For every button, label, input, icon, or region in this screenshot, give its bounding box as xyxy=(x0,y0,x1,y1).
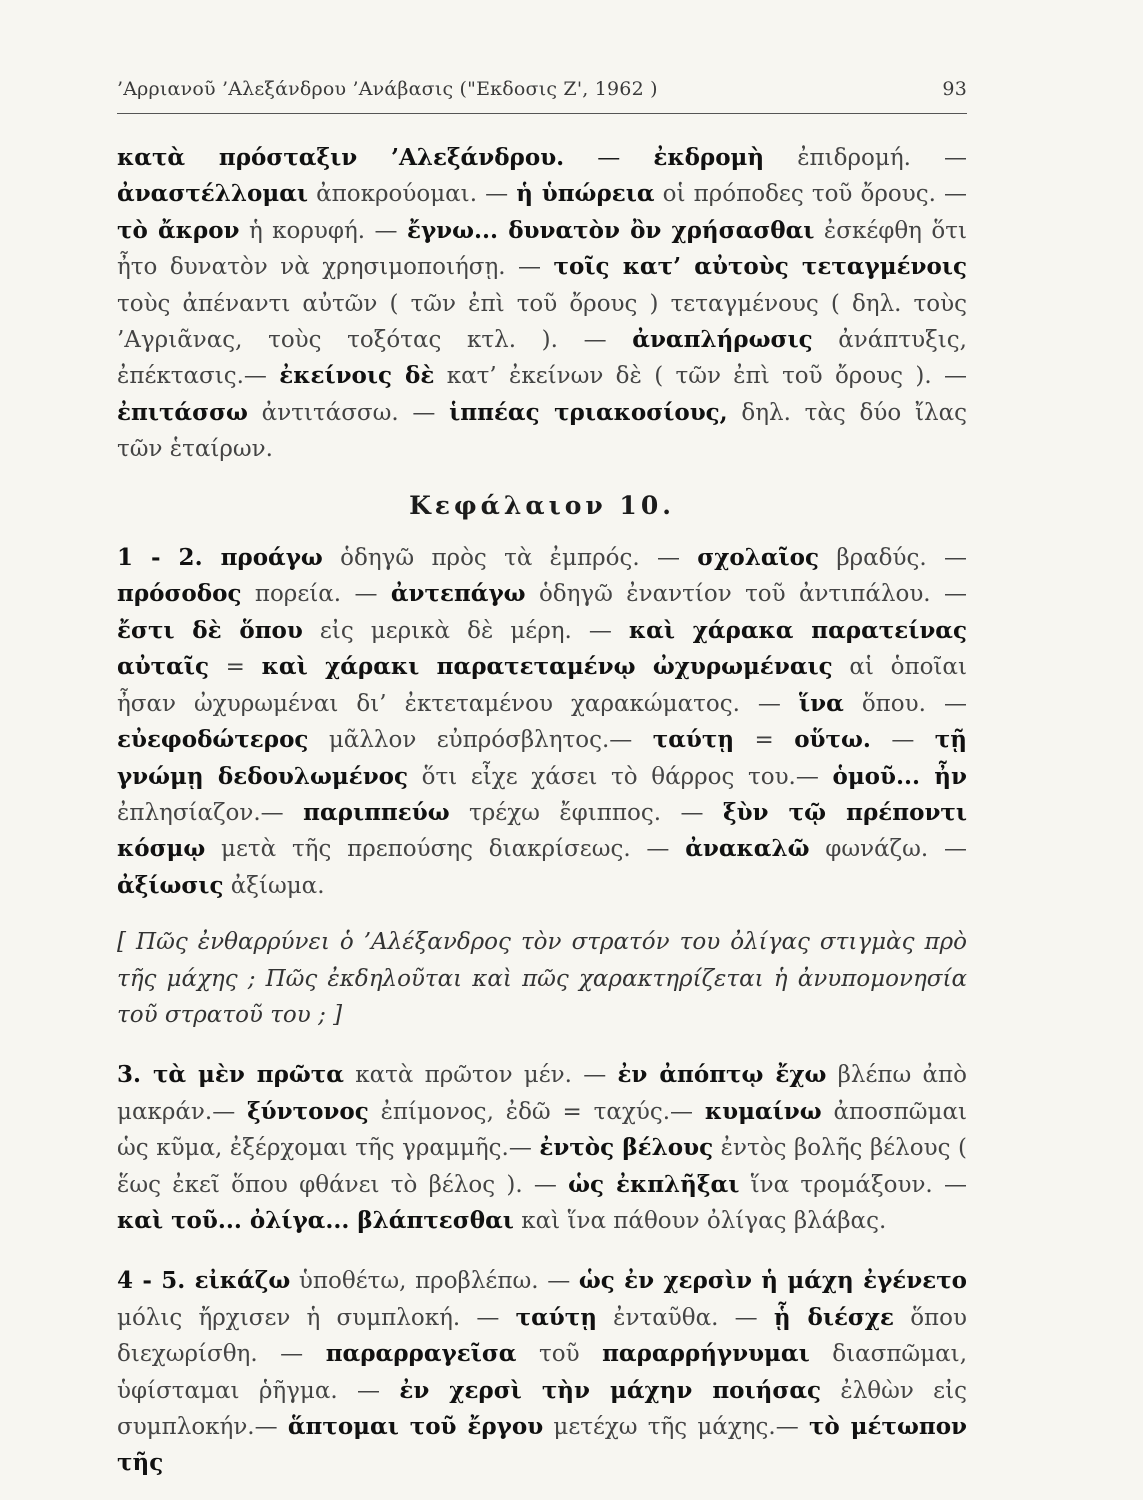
lemma-term: οὕτω. xyxy=(794,726,871,754)
gloss-text: μετὰ τῆς πρεπούσης διακρίσεως. — xyxy=(205,836,686,863)
lemma-term: ταύτῃ xyxy=(515,1303,597,1331)
chapter-heading: Κεφάλαιον 10. xyxy=(409,490,675,520)
lemma-term: ὡς ἐν χερσὶν ἡ μάχη ἐγένετο xyxy=(578,1267,968,1295)
gloss-text: ἀξίωμα. xyxy=(223,872,325,899)
lemma-term: παραρρήγνυμαι xyxy=(602,1340,810,1368)
gloss-text: κατὰ πρῶτον μέν. — xyxy=(343,1062,618,1089)
lemma-term: ὡς ἐκπλῆξαι xyxy=(568,1170,740,1198)
lemma-term: τοῖς κατ’ αὐτοὺς τεταγμένοις xyxy=(553,253,967,281)
gloss-text: ὅπου. — xyxy=(843,690,967,717)
lemma-term: ἐπιτάσσω xyxy=(117,398,248,426)
paragraph-glossary-1 xyxy=(117,140,967,468)
gloss-text: φωνάζω. — xyxy=(809,836,967,863)
gloss-text: τοὺς ἀπέναντι αὐτῶν ( τῶν ἐπὶ τοῦ ὄρους ) τεταγμένους ( δηλ. τοὺς ’Αγριᾶνας, τοὺς τοξότας κτλ. ). — xyxy=(117,290,967,354)
lemma-term: τὸ μέτωπον τῆς xyxy=(117,1413,967,1477)
lemma-term: ἀναπλήρωσις xyxy=(632,326,813,354)
lemma-term: ἀξίωσις xyxy=(117,871,224,899)
header-rule xyxy=(117,113,967,114)
lemma-term: καὶ χάρακι παρατεταμένῳ ὠχυρωμέναις xyxy=(261,653,833,681)
lemma-term: ἐν χερσὶ τὴν μάχην ποιήσας xyxy=(399,1376,822,1404)
gloss-text: ὑποθέτω, προβλέπω. — xyxy=(290,1268,579,1295)
gloss-text: βραδύς. — xyxy=(819,545,968,572)
lemma-term: παριππεύω xyxy=(303,798,450,826)
gloss-text: ἀποκρούομαι. — xyxy=(308,181,517,208)
paragraph-glossary-4 xyxy=(117,1263,967,1481)
gloss-text: ὅπου διεχωρίσθη. — xyxy=(117,1304,968,1368)
lemma-term: ἔστι δὲ ὅπου xyxy=(117,616,303,644)
gloss-text: ἐνταῦθα. — xyxy=(596,1304,774,1331)
lemma-term: ἱππέας τριακοσίους, xyxy=(449,398,728,426)
paragraph-glossary-3 xyxy=(117,1057,967,1239)
lemma-term: ᾗ διέσχε xyxy=(773,1303,894,1331)
lemma-term: ξὺν τῷ πρέποντι κόσμῳ xyxy=(117,798,968,863)
book-title: ’Αρριανοῦ ’Αλεξάνδρου ’Ανάβασις ("Εκδοσις Ζ', 1962 ) xyxy=(117,78,658,100)
gloss-text: ἐσκέφθη ὅτι ἦτο δυνατὸν νὰ χρησιμοποιήσῃ. — xyxy=(117,217,968,281)
gloss-text: μετέχω τῆς μάχης.— xyxy=(543,1414,809,1440)
lemma-term: ἐν ἀπόπτῳ ἔχω xyxy=(617,1061,827,1089)
lemma-term: ἅπτομαι τοῦ ἔργου xyxy=(287,1413,544,1440)
lemma-term: ἀναστέλλομαι xyxy=(117,180,309,208)
gloss-text: — xyxy=(870,727,935,754)
lemma-term: ξύντονος xyxy=(247,1097,369,1125)
gloss-text: καὶ ἵνα πάθουν ὀλίγας βλάβας. xyxy=(513,1207,887,1234)
gloss-text: αἱ ὁποῖαι ἦσαν ὠχυρωμέναι δι’ ἐκτεταμένου χαρακώματος. — xyxy=(117,654,967,717)
gloss-text: εἰς μερικὰ δὲ μέρη. — xyxy=(302,617,629,644)
gloss-text: ἀντιτάσσω. — xyxy=(247,399,450,426)
gloss-text: ὅτι εἶχε χάσει τὸ θάρρος του.— xyxy=(408,763,833,790)
gloss-text: ἐπιδρομή. — xyxy=(764,145,967,171)
lemma-term: ταύτῃ xyxy=(652,726,735,754)
gloss-text: ἐλθὼν εἰς συμπλοκήν.— xyxy=(117,1377,967,1440)
gloss-text: ἵνα τρομάξουν. — xyxy=(739,1171,967,1198)
gloss-text: κατ’ ἐκείνων δὲ ( τῶν ἐπὶ τοῦ ὄρους ). — xyxy=(434,363,967,390)
lemma-term: πρόσοδος xyxy=(117,580,242,608)
lemma-term: σχολαῖος xyxy=(697,544,820,572)
lemma-term: κατὰ πρόσταξιν ’Αλεξάνδρου. xyxy=(117,144,565,171)
gloss-text: ὁδηγῶ ἐναντίον τοῦ ἀντιπάλου. — xyxy=(525,581,967,608)
lemma-term: ἔγνω... δυνατὸν ὂν χρήσασθαι xyxy=(407,216,815,244)
gloss-text: πορεία. — xyxy=(241,581,391,608)
running-header xyxy=(117,78,967,100)
gloss-text: δηλ. τὰς δύο ἴλας τῶν ἑταίρων. xyxy=(117,399,967,463)
lemma-term: ἐκδρομὴ xyxy=(653,144,765,171)
lemma-term: παραρραγεῖσα xyxy=(325,1340,517,1368)
lemma-term: ὁμοῦ... ἦν xyxy=(832,762,967,790)
lemma-term: ἀντεπάγω xyxy=(390,580,526,608)
gloss-text: τοῦ xyxy=(516,1341,603,1368)
page-body xyxy=(117,140,967,1482)
lemma-term: καὶ χάρακα παρατείνας αὐταῖς xyxy=(117,616,968,681)
gloss-text: ἐντὸς βολῆς βέλους ( ἕως ἐκεῖ ὅπου φθάνει τὸ βέλος ). — xyxy=(117,1135,967,1198)
study-question: [ Πῶς ἐνθαρρύνει ὁ ’Αλέξανδρος τὸν στρατόν του ὀλίγας στιγμὰς πρὸ τῆς μάχης ; Πῶς ἐκδηλοῦται καὶ πῶς χαρακτηρίζεται ἡ ἀνυπομονησία τοῦ στρατοῦ του ; ] xyxy=(117,929,967,1028)
gloss-text: ἀνάπτυξις, ἐπέκτασις.— xyxy=(117,327,967,390)
gloss-text: = xyxy=(208,654,262,681)
gloss-text: — xyxy=(564,145,654,171)
lemma-term: 3. τὰ μὲν πρῶτα xyxy=(117,1061,344,1089)
gloss-text: οἱ πρόποδες τοῦ ὄρους. — xyxy=(654,181,967,208)
lemma-term: ἐντὸς βέλους xyxy=(539,1134,714,1162)
lemma-term: καὶ τοῦ... ὀλίγα... βλάπτεσθαι xyxy=(117,1206,514,1234)
lemma-term: τὸ ἄκρον xyxy=(117,216,240,244)
lemma-term: ἐκείνοις δὲ xyxy=(279,362,435,390)
lemma-term: ἵνα xyxy=(798,689,844,717)
gloss-text: μόλις ἤρχισεν ἡ συμπλοκή. — xyxy=(117,1304,516,1331)
lemma-term: κυμαίνω xyxy=(704,1097,822,1125)
lemma-term: 1 - 2. προάγω xyxy=(117,544,323,572)
lemma-term: ἀνακαλῶ xyxy=(685,835,810,863)
gloss-text: μᾶλλον εὐπρόσβλητος.— xyxy=(308,727,653,754)
lemma-term: ἡ ὑπώρεια xyxy=(516,180,655,208)
gloss-text: ἐπίμονος, ἐδῶ = ταχύς.— xyxy=(368,1098,705,1125)
page-number: 93 xyxy=(942,78,967,100)
gloss-text: ἐπλησίαζον.— xyxy=(117,799,304,826)
gloss-text: διασπῶμαι, ὑφίσταμαι ῥῆγμα. — xyxy=(117,1341,968,1404)
gloss-text: τρέχω ἔφιππος. — xyxy=(449,799,723,826)
paragraph-glossary-2 xyxy=(117,540,967,904)
gloss-text: ἡ κορυφή. — xyxy=(239,217,407,244)
gloss-text: ὁδηγῶ πρὸς τὰ ἐμπρός. — xyxy=(322,545,698,572)
lemma-term: εὐεφοδώτερος xyxy=(117,726,309,754)
lemma-term: 4 - 5. εἰκάζω xyxy=(117,1267,291,1295)
gloss-text: ἀποσπῶμαι ὡς κῦμα, ἐξέρχομαι τῆς γραμμῆς.— xyxy=(117,1098,968,1162)
gloss-text: βλέπω ἀπὸ μακράν.— xyxy=(117,1062,967,1125)
gloss-text: = xyxy=(734,727,795,754)
lemma-term: τῇ γνώμῃ δεδουλωμένος xyxy=(117,726,967,790)
